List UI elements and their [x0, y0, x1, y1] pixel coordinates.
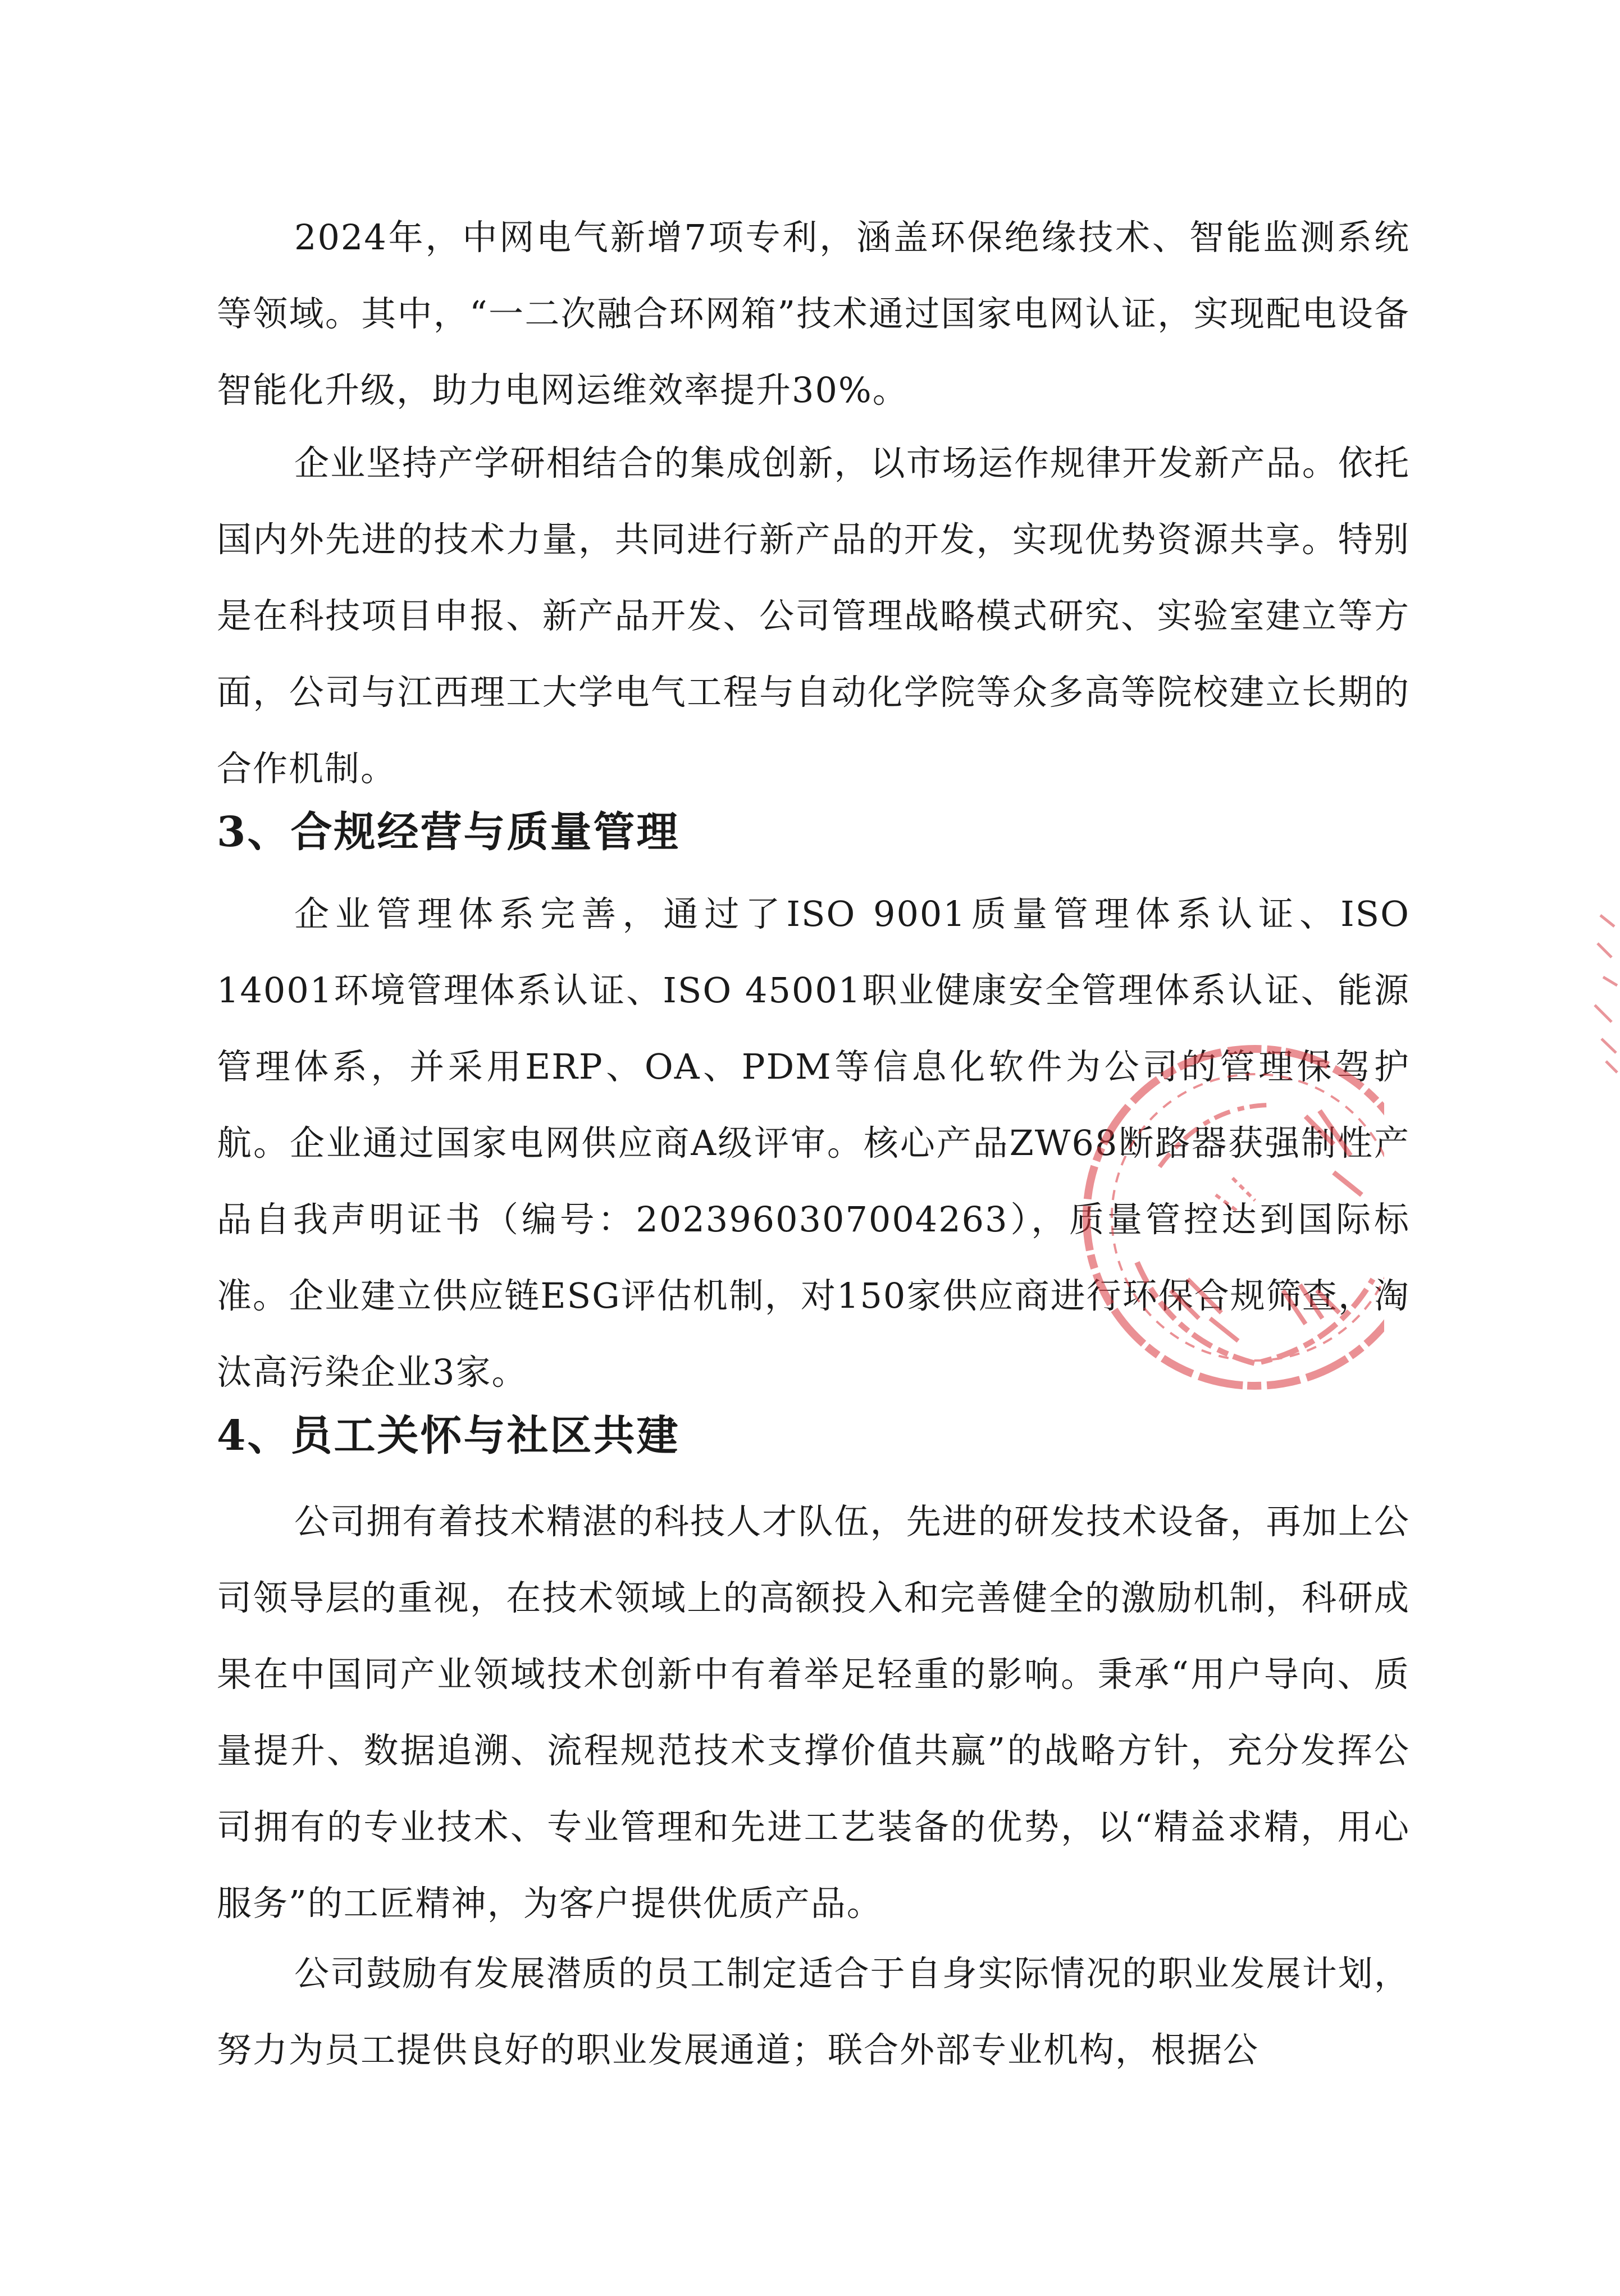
paragraph-management-system: 企业管理体系完善，通过了ISO 9001质量管理体系认证、ISO 14001环境管理体系认证、ISO 45001职业健康安全管理体系认证、能源管理体系，并采用ERP、OA、PDM等信息化软件为公司的管理保驾护航。企业通过国家电网供应商A级评审。核心产品ZW68断路器获强制性产品自我声明证书（编号：2023960307004263），质量管控达到国际标准。企业建立供应链ESG评估机制，对150家供应商进行环保合规筛查，淘汰高污染企业3家。 — [217, 893, 1410, 1393]
edge-seal-mark-icon — [1589, 910, 1620, 1078]
heading-compliance-quality: 3、合规经营与质量管理 — [217, 808, 680, 856]
paragraph-career-development: 公司鼓励有发展潜质的员工制定适合于自身实际情况的职业发展计划，努力为员工提供良好的职业发展通道；联合外部专业机构，根据公 — [217, 1953, 1410, 2070]
paragraph-innovation: 企业坚持产学研相结合的集成创新，以市场运作规律开发新产品。依托国内外先进的技术力量，共同进行新产品的开发，实现优势资源共享。特别是在科技项目申报、新产品开发、公司管理战略模式研究、实验室建立等方面，公司与江西理工大学电气工程与自动化学院等众多高等院校建立长期的合作机制。 — [217, 442, 1410, 789]
paragraph-patents: 2024年，中网电气新增7项专利，涵盖环保绝缘技术、智能监测系统等领域。其中，“一二次融合环网箱”技术通过国家电网认证，实现配电设备智能化升级，助力电网运维效率提升30%。 — [217, 217, 1410, 410]
seal-stamp-icon — [1070, 1026, 1384, 1419]
paragraph-talent: 公司拥有着技术精湛的科技人才队伍，先进的研发技术设备，再加上公司领导层的重视，在技术领域上的高额投入和完善健全的激励机制，科研成果在中国同产业领域技术创新中有着举足轻重的影响。秉承“用户导向、质量提升、数据追溯、流程规范技术支撑价值共赢”的战略方针，充分发挥公司拥有的专业技术、专业管理和先进工艺装备的优势，以“精益求精，用心服务”的工匠精神，为客户提供优质产品。 — [217, 1501, 1410, 1924]
heading-employee-community: 4、员工关怀与社区共建 — [217, 1412, 680, 1460]
